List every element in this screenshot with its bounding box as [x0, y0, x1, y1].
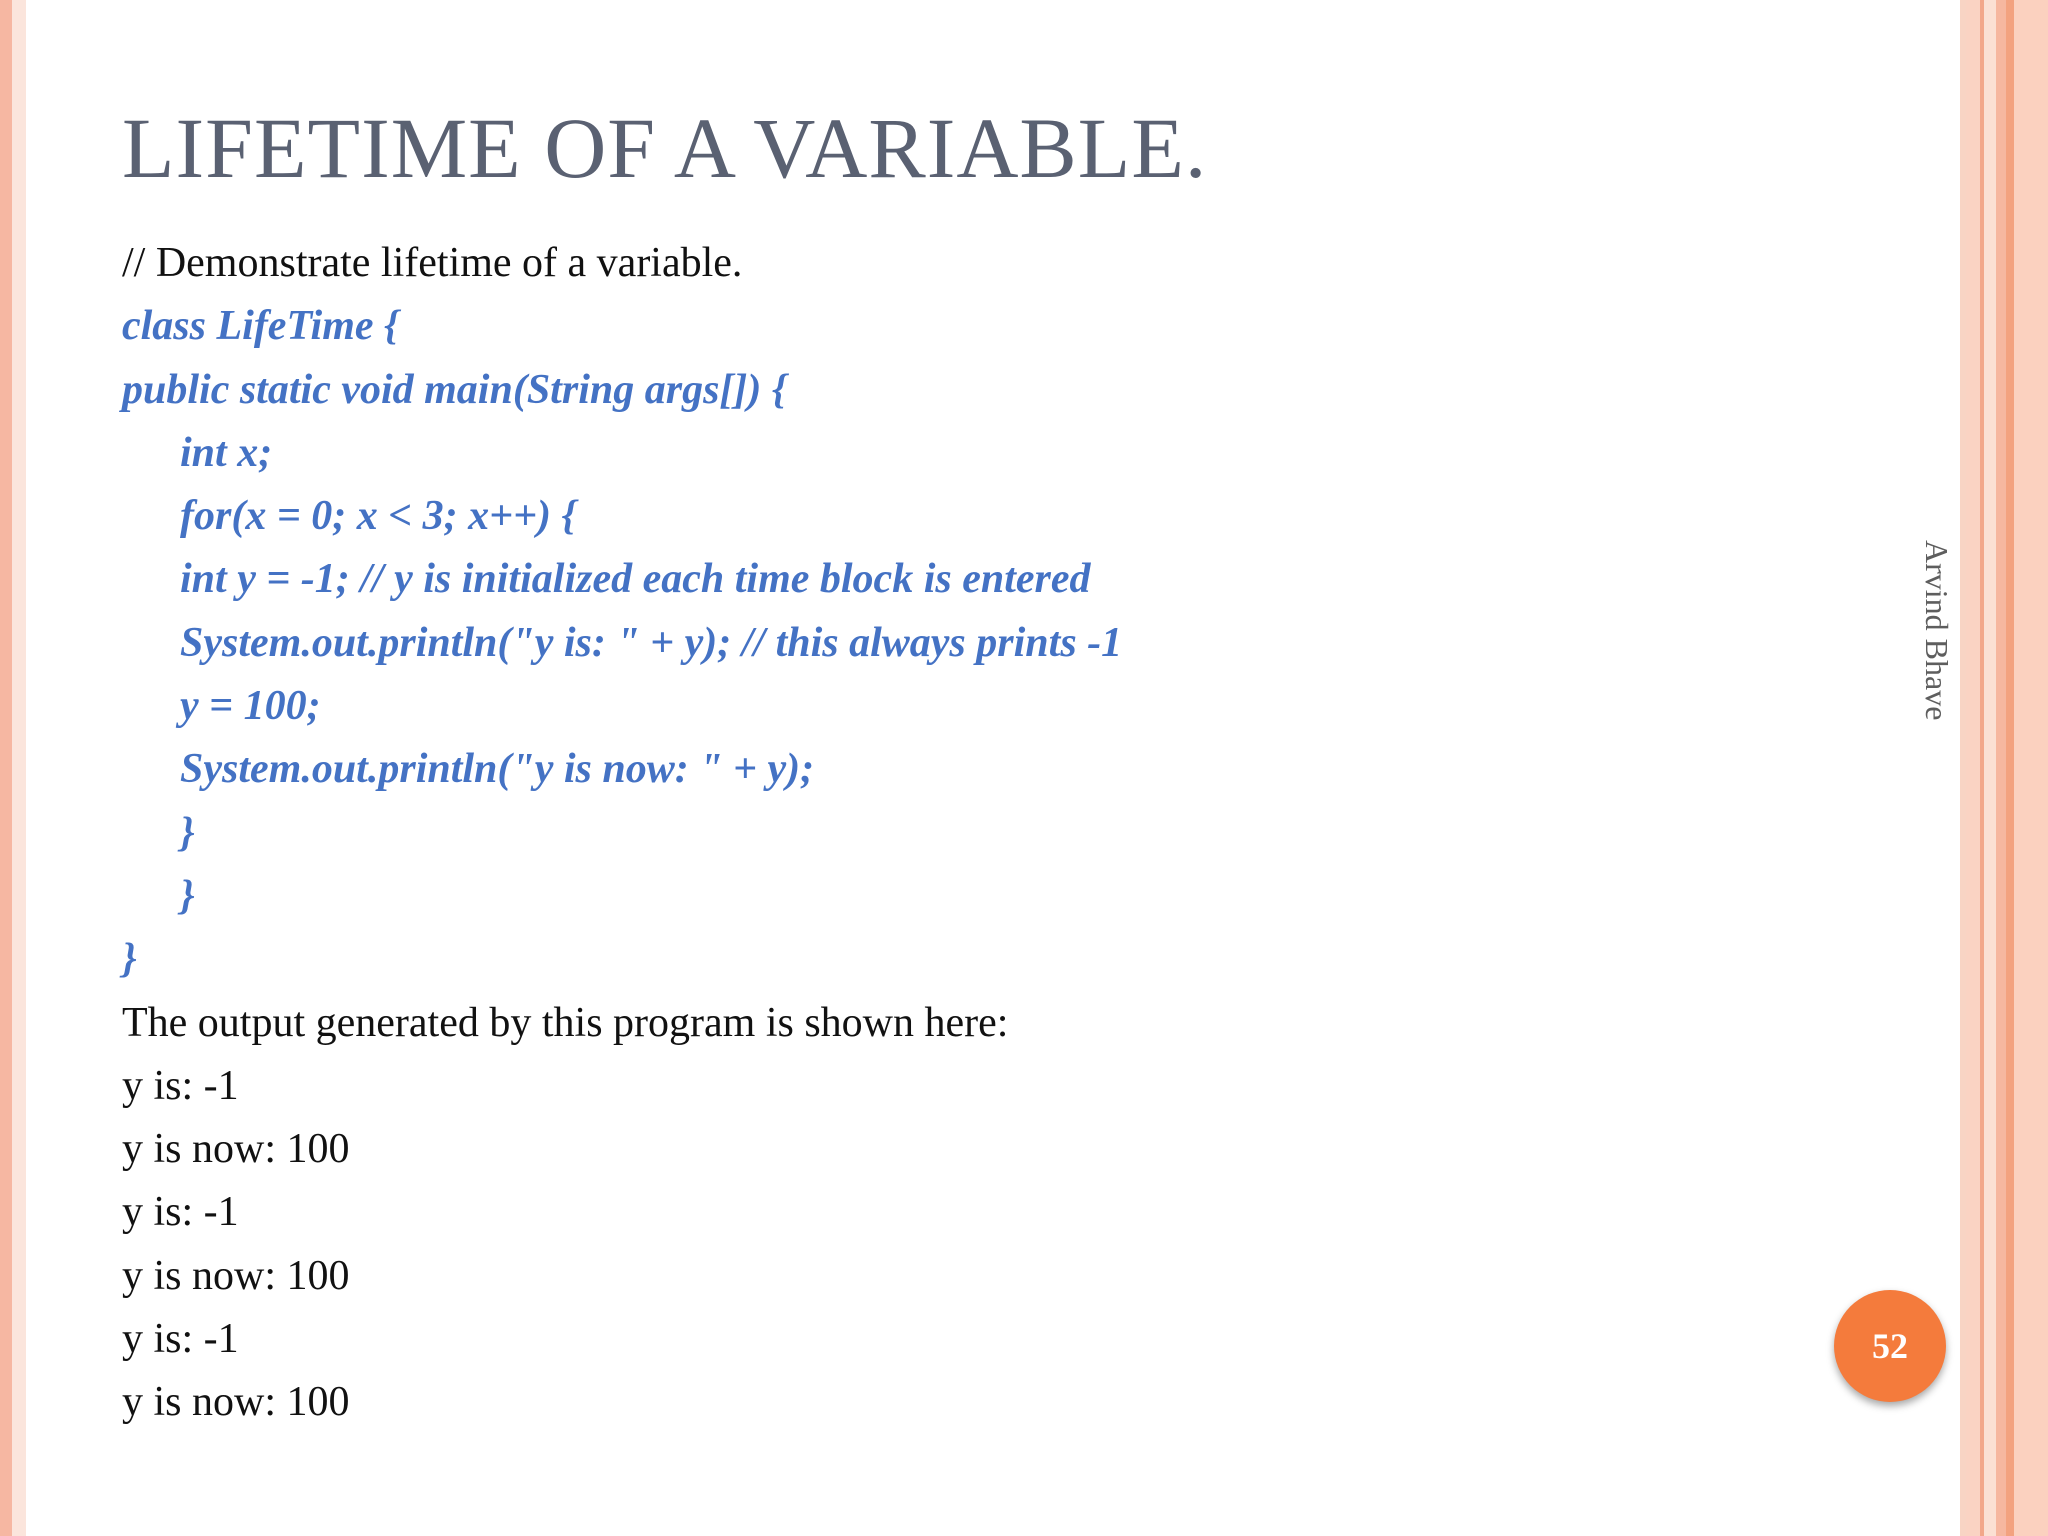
output-line: y is now: 100	[122, 1252, 350, 1299]
code-line: int x;	[180, 429, 273, 476]
right-border-stripe	[1984, 0, 1996, 1536]
output-intro-text: The output generated by this program is shown here:	[122, 999, 1009, 1046]
right-border-stripe	[1996, 0, 2006, 1536]
slide-body	[122, 232, 1842, 1435]
code-line: int y = -1; // y is initialized each time block is entered	[180, 556, 1091, 603]
code-line: System.out.println("y is now: " + y);	[180, 746, 815, 793]
code-line: }	[122, 936, 137, 983]
code-comment-line: // Demonstrate lifetime of a variable.	[122, 240, 743, 286]
right-border-stripe	[1966, 0, 1980, 1536]
right-border-stripe	[2006, 0, 2014, 1536]
code-line: for(x = 0; x < 3; x++) {	[180, 493, 577, 540]
code-line: }	[180, 872, 195, 919]
author-name: Arvind Bhave	[1919, 540, 1955, 721]
code-line: class LifeTime {	[122, 303, 399, 350]
page-number-badge: 52	[1834, 1290, 1946, 1402]
code-line: }	[180, 809, 195, 856]
slide-title: LIFETIME OF A VARIABLE.	[122, 100, 1208, 196]
output-line: y is now: 100	[122, 1126, 350, 1173]
output-line: y is now: 100	[122, 1379, 350, 1426]
output-line: y is: -1	[122, 1189, 239, 1236]
output-line: y is: -1	[122, 1062, 239, 1109]
left-border-stripe-light	[12, 0, 26, 1536]
output-line: y is: -1	[122, 1316, 239, 1363]
left-border-stripe	[0, 0, 12, 1536]
code-line: public static void main(String args[]) {	[122, 366, 787, 413]
right-border-stripe	[2014, 0, 2048, 1536]
code-line: System.out.println("y is: " + y); // this always prints -1	[180, 619, 1123, 666]
code-line: y = 100;	[180, 683, 321, 730]
